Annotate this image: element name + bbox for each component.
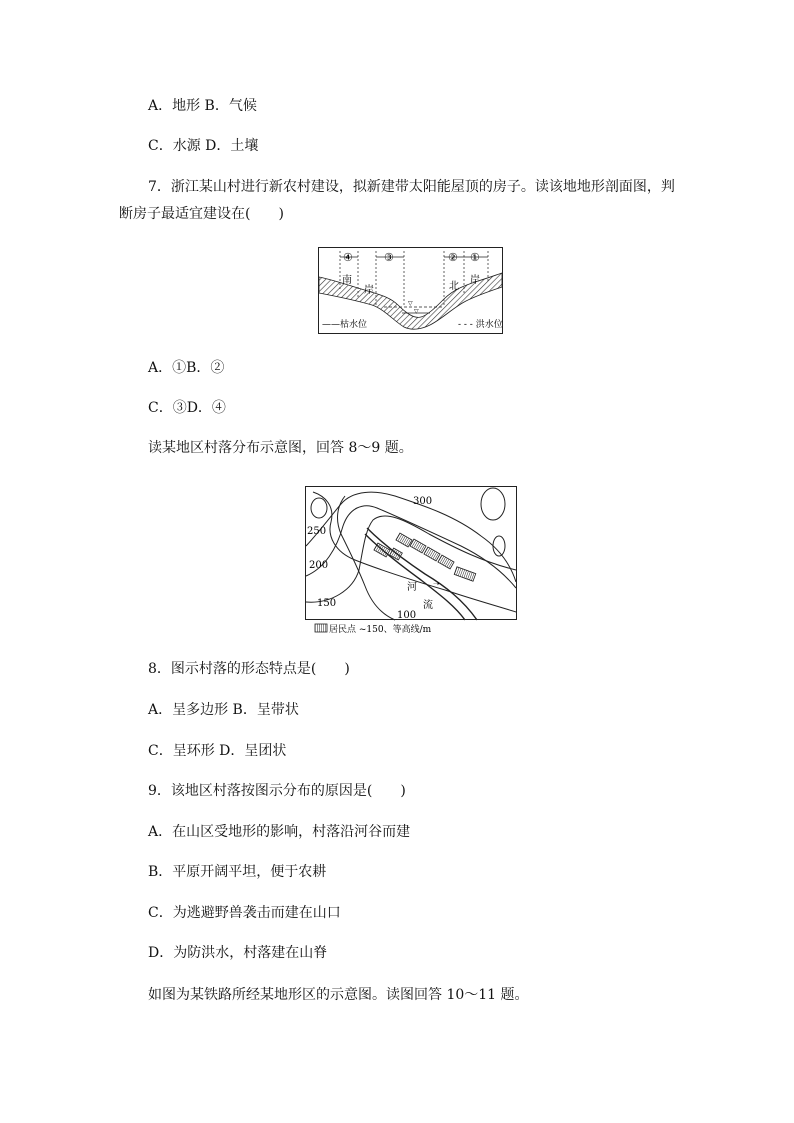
svg-text:▽: ▽ (414, 308, 419, 315)
q7-option-cd: C．③D．④ (148, 400, 226, 416)
zone-label-2: ② (448, 251, 458, 264)
q8-stem: 8．图示村落的形态特点是( ) (148, 661, 350, 677)
contour-label-200: 200 (309, 560, 329, 571)
q6-option-ab: A．地形 B．气候 (148, 98, 257, 114)
q9-option-d: D．为防洪水，村落建在山脊 (148, 945, 328, 961)
svg-text:➝: ➝ (433, 579, 440, 588)
legend-flood-water: - - - 洪水位 (458, 320, 503, 330)
zone-label-4: ④ (343, 251, 353, 264)
q7-stem-line2: 断房子最适宜建设在( ) (119, 206, 284, 222)
contour-label-100: 100 (397, 610, 417, 621)
q9-option-b: B．平原开阔平坦，便于农耕 (148, 864, 327, 880)
q6-option-cd: C．水源 D．土壤 (148, 138, 259, 154)
river-label-1: 河 (407, 582, 417, 593)
contour-label-250: 250 (307, 526, 327, 537)
terrain-profile-figure (318, 247, 503, 334)
intro-8-9: 读某地区村落分布示意图，回答 8～9 题。 (148, 440, 413, 456)
zone-label-3: ③ (384, 251, 394, 264)
north-bank-label-2: 岸 (470, 275, 480, 286)
contour-label-300: 300 (413, 496, 433, 507)
q9-option-c: C．为逃避野兽袭击而建在山口 (148, 905, 341, 921)
village-distribution-map (305, 486, 518, 636)
river-label-2: 流 (423, 600, 433, 611)
legend-dry-water: ——枯水位 (322, 320, 368, 330)
zone-label-1: ① (470, 251, 480, 264)
intro-10-11: 如图为某铁路所经某地形区的示意图。读图回答 10～11 题。 (148, 987, 529, 1003)
q9-stem: 9．该地区村落按图示分布的原因是( ) (148, 783, 406, 799)
q7-stem-line1: 7．浙江某山村进行新农村建设，拟新建带太阳能屋顶的房子。读该地地形剖面图，判 (148, 179, 675, 195)
south-bank-label-2: 岸 (364, 285, 374, 296)
q7-option-ab: A．①B．② (148, 360, 225, 376)
q8-option-cd: C．呈环形 D．呈团状 (148, 743, 287, 759)
south-bank-label-1: 南 (342, 275, 352, 286)
map-legend: 居民点 ~150、等高线/m (329, 625, 432, 635)
svg-text:▽: ▽ (408, 300, 413, 307)
north-bank-label-1: 北 (449, 281, 459, 292)
q9-option-a: A．在山区受地形的影响，村落沿河谷而建 (148, 824, 411, 840)
contour-label-150: 150 (317, 598, 337, 609)
q8-option-ab: A．呈多边形 B．呈带状 (148, 702, 299, 718)
